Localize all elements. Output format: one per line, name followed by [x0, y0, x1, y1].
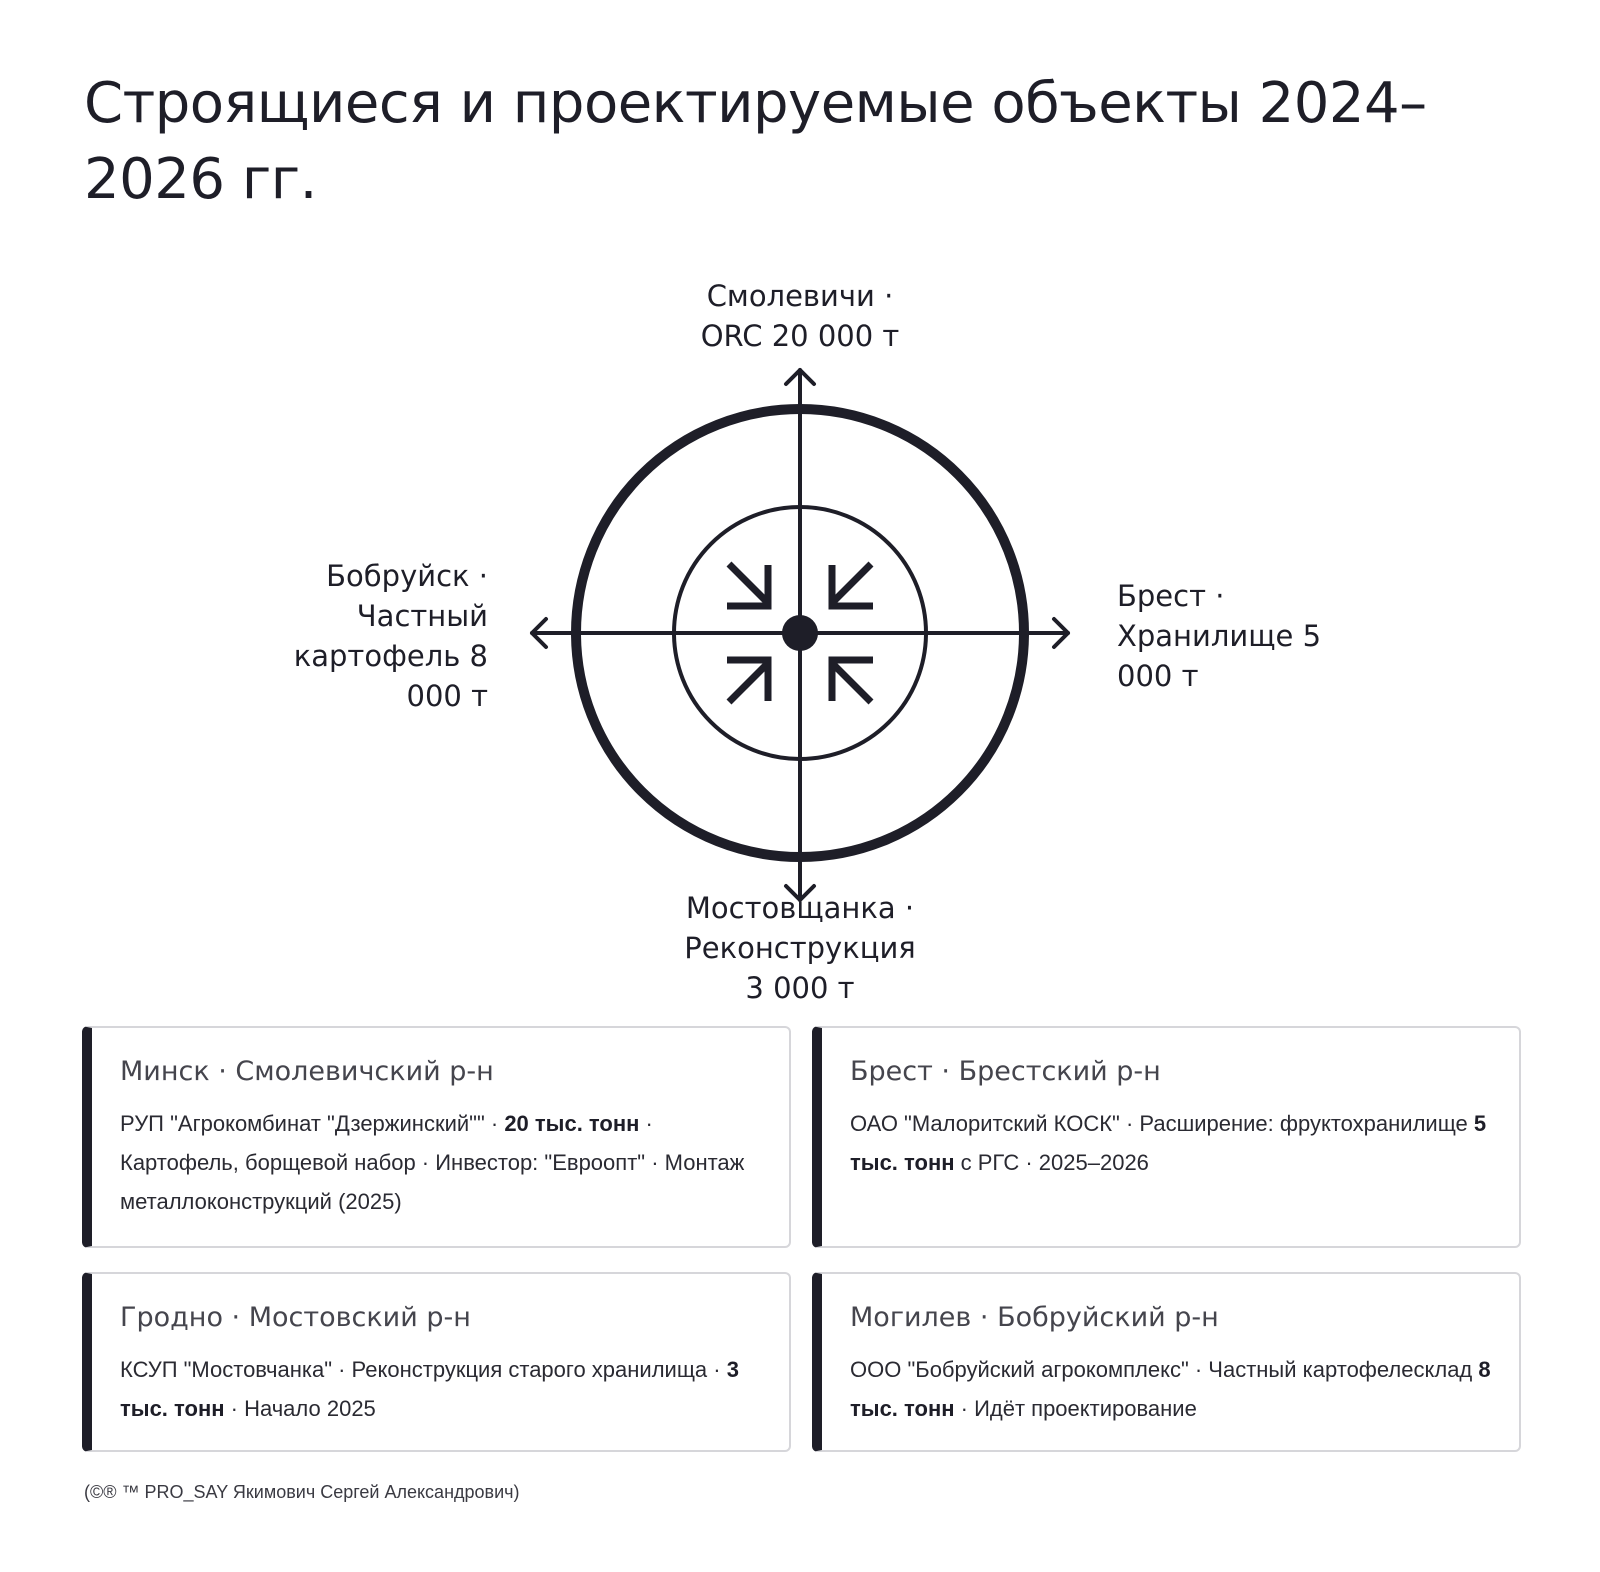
card-text: РУП "Агрокомбинат "Дзержинский"" ·	[120, 1111, 505, 1136]
card-text: с РГС · 2025–2026	[954, 1150, 1149, 1175]
label-line: картофель 8	[293, 639, 488, 673]
label-line: ORC 20 000 т	[700, 319, 900, 353]
page-title: Строящиеся и проектируемые объекты 2024–2026 гг.	[84, 71, 1427, 212]
card-heading: Гродно · Мостовский р-н	[120, 1302, 471, 1333]
card-text: ООО "Бобруйский агрокомплекс" · Частный картофелесклад	[850, 1357, 1479, 1382]
label-line: 3 000 т	[745, 971, 855, 1005]
label-line: Хранилище 5	[1117, 619, 1322, 653]
label-left-bobruisk	[260, 556, 488, 716]
card-brest	[812, 1026, 1521, 1248]
label-line: 000 т	[1117, 659, 1199, 693]
label-line: Брест ·	[1117, 579, 1225, 613]
card-text: ОАО "Малоритский КОСК" · Расширение: фруктохранилище	[850, 1111, 1474, 1136]
label-bottom-mostovshchanka	[640, 888, 960, 1008]
card-grodno	[82, 1272, 791, 1452]
center-dot	[782, 615, 818, 651]
card-mogilev	[812, 1272, 1521, 1452]
label-line: Мостовщанка ·	[685, 891, 915, 925]
card-body	[850, 1350, 1491, 1428]
card-capacity: 8 тыс. тонн	[850, 1357, 1491, 1421]
card-heading: Минск · Смолевичский р-н	[120, 1056, 494, 1087]
label-line: Реконструкция	[684, 931, 916, 965]
card-capacity: 3 тыс. тонн	[120, 1357, 739, 1421]
card-capacity: 5 тыс. тонн	[850, 1111, 1487, 1175]
card-text: КСУП "Мостовчанка" · Реконструкция старого хранилища ·	[120, 1357, 727, 1382]
card-heading: Брест · Брестский р-н	[850, 1056, 1161, 1087]
card-text: · Идёт проектирование	[954, 1396, 1197, 1421]
label-top-smolevichi	[640, 276, 960, 356]
card-minsk	[82, 1026, 791, 1248]
label-line: Частный	[356, 599, 488, 633]
label-right-brest	[1117, 576, 1377, 696]
card-heading: Могилев · Бобруйский р-н	[850, 1302, 1219, 1333]
card-body	[120, 1104, 761, 1221]
label-line: Бобруйск ·	[326, 559, 488, 593]
label-line: 000 т	[406, 679, 488, 713]
card-capacity: 20 тыс. тонн	[504, 1111, 640, 1136]
copyright-footer: (©® ™ PRO_SAY Якимович Сергей Александрович)	[84, 1482, 520, 1502]
label-line: Смолевичи ·	[706, 279, 894, 313]
card-body	[850, 1104, 1491, 1182]
card-body	[120, 1350, 761, 1428]
card-text: · Картофель, борщевой набор · Инвестор: "Евроопт" · Монтаж металлоконструкций (2025)	[120, 1111, 745, 1214]
card-text: · Начало 2025	[224, 1396, 376, 1421]
